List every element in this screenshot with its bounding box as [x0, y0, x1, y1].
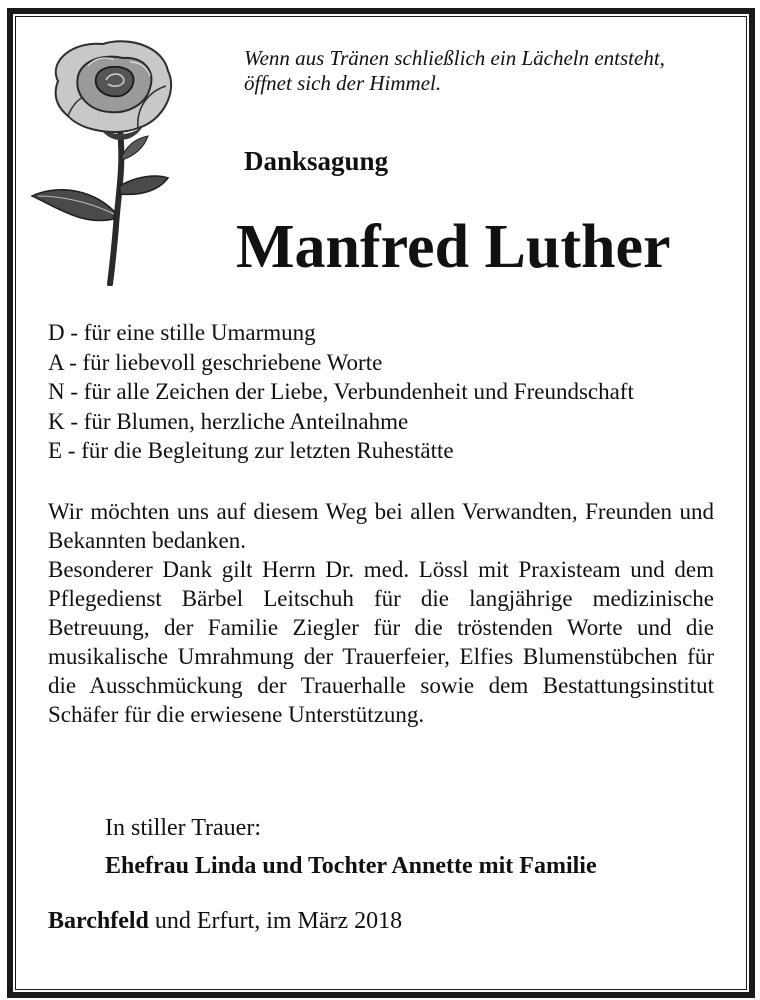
- rose-bud-center: [96, 67, 134, 97]
- place-date-line: [48, 908, 402, 935]
- rose-illustration: [28, 36, 198, 286]
- thanks-body: [48, 497, 714, 729]
- thanks-paragraph-1: Wir möchten uns auf diesem Weg bei allen Verwandten, Freunden und Bekannten bedanken.: [48, 499, 714, 553]
- motto-line-2: öffnet sich der Himmel.: [244, 71, 442, 95]
- acrostic-line: A - für liebevoll geschriebene Worte: [48, 349, 383, 375]
- acrostic-line: E - für die Begleitung zur letzten Ruhestätte: [48, 438, 454, 463]
- deceased-name: Manfred Luther: [236, 213, 671, 281]
- notice-heading: Danksagung: [244, 146, 389, 176]
- rose-stem: [110, 131, 121, 284]
- mourning-label: In stiller Trauer:: [105, 815, 261, 841]
- rose-leaf-left: [32, 190, 114, 221]
- acrostic-line: N - für alle Zeichen der Liebe, Verbundenheit und Freundschaft: [48, 379, 634, 404]
- acrostic-line: D - für eine stille Umarmung: [48, 320, 316, 345]
- thanks-paragraph-2: Besonderer Dank gilt Herrn Dr. med. Lössl mit Praxisteam und dem Pflegedienst Bärbel Leitschuh für die langjährige medizinische Betreuung, der Familie Ziegler für die tröstenden Worte und die musikalische Umrahmung der Trauerfeier, Elfies Blumenstübchen für die Ausschmückung der Trauerhalle sowie dem Bestattungsinstitut Schäfer für die erwiesene Unterstützung.: [48, 557, 714, 727]
- motto-quote: [244, 46, 724, 96]
- acrostic-line: K - für Blumen, herzliche Anteilnahme: [48, 408, 409, 434]
- motto-line-1: Wenn aus Tränen schließlich ein Lächeln entsteht,: [244, 46, 665, 70]
- place-name: Barchfeld: [48, 908, 149, 934]
- acrostic-list: [48, 318, 728, 466]
- place-date-rest: und Erfurt, im März 2018: [148, 908, 403, 934]
- family-signature: Ehefrau Linda und Tochter Annette mit Familie: [105, 853, 597, 879]
- rose-leaf-small: [122, 136, 148, 160]
- rose-leaf-right: [120, 176, 168, 194]
